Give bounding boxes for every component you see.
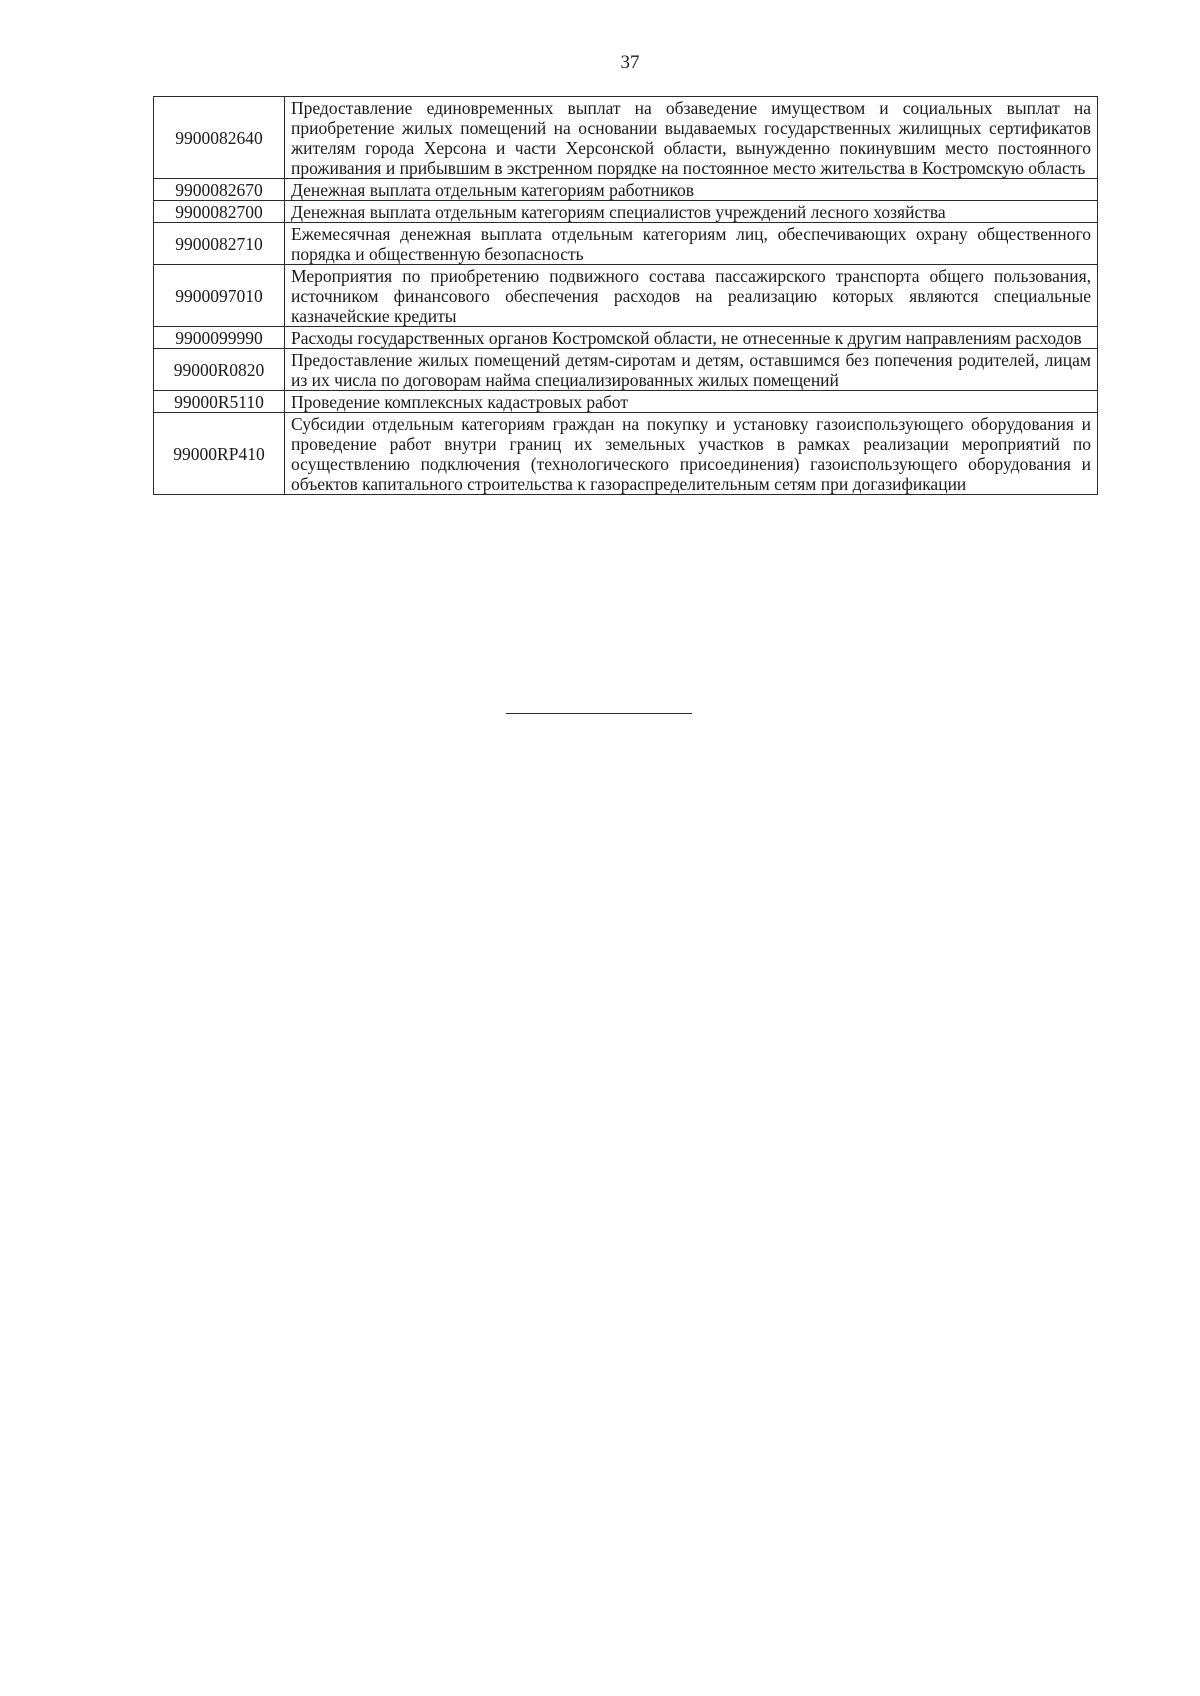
expense-code-cell: 9900082640: [154, 97, 285, 179]
expense-codes-table: [153, 96, 1098, 495]
table-row: [154, 223, 1098, 265]
expense-code-cell: 99000RP410: [154, 413, 285, 495]
table-row: [154, 391, 1098, 413]
table-row: [154, 413, 1098, 495]
table-row: [154, 265, 1098, 327]
expense-code-cell: 9900082700: [154, 201, 285, 223]
table-row: [154, 349, 1098, 391]
expense-code-cell: 99000R0820: [154, 349, 285, 391]
table-row: [154, 327, 1098, 349]
expense-description-cell: Расходы государственных органов Костромской области, не отнесенные к другим направлениям расходов: [285, 327, 1098, 349]
table-row: [154, 97, 1098, 179]
expense-description-cell: Проведение комплексных кадастровых работ: [285, 391, 1098, 413]
table-row: [154, 201, 1098, 223]
expense-description-cell: Предоставление единовременных выплат на обзаведение имуществом и социальных выплат на приобретение жилых помещений на основании выдаваемых государственных жилищных сертификатов жителям города Херсона и части Херсонской области, вынужденно покинувшим место постоянного проживания и прибывшим в экстренном порядке на постоянное место жительства в Костромскую область: [285, 97, 1098, 179]
page-number: 37: [620, 52, 640, 73]
expense-description-cell: Субсидии отдельным категориям граждан на покупку и установку газоиспользующего оборудования и проведение работ внутри границ их земельных участков в рамках реализации мероприятий по осуществлению подключения (технологического присоединения) газоиспользующего оборудования и объектов капитального строительства к газораспределительным сетям при догазификации: [285, 413, 1098, 495]
expense-code-cell: 9900099990: [154, 327, 285, 349]
expense-code-cell: 9900082710: [154, 223, 285, 265]
table-row: [154, 179, 1098, 201]
expense-code-cell: 9900082670: [154, 179, 285, 201]
expense-code-cell: 9900097010: [154, 265, 285, 327]
expense-description-cell: Денежная выплата отдельным категориям работников: [285, 179, 1098, 201]
expense-description-cell: Мероприятия по приобретению подвижного состава пассажирского транспорта общего пользования, источником финансового обеспечения расходов на реализацию которых являются специальные казначейские кредиты: [285, 265, 1098, 327]
expense-code-cell: 99000R5110: [154, 391, 285, 413]
document-end-divider: [506, 713, 692, 714]
expense-description-cell: Ежемесячная денежная выплата отдельным категориям лиц, обеспечивающих охрану общественного порядка и общественную безопасность: [285, 223, 1098, 265]
expense-description-cell: Предоставление жилых помещений детям-сиротам и детям, оставшимся без попечения родителей, лицам из их числа по договорам найма специализированных жилых помещений: [285, 349, 1098, 391]
expense-description-cell: Денежная выплата отдельным категориям специалистов учреждений лесного хозяйства: [285, 201, 1098, 223]
